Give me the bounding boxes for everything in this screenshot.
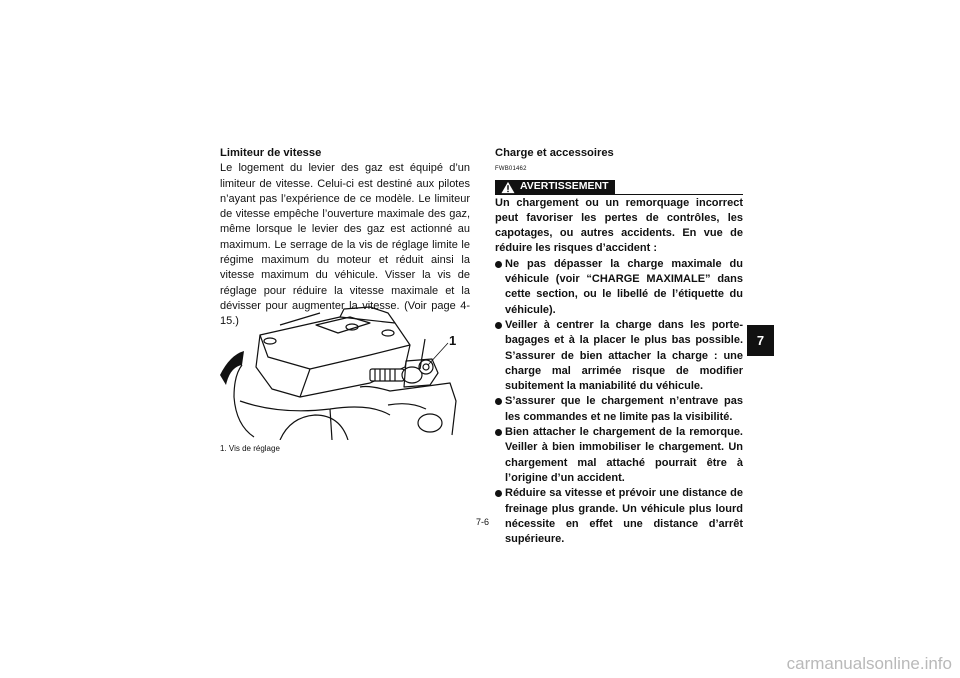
warning-label: AVERTISSEMENT	[520, 180, 609, 193]
warning-bullet-list	[495, 257, 743, 548]
section-heading-speed-limiter: Limiteur de vitesse	[220, 147, 322, 159]
chapter-tab: 7	[747, 325, 774, 356]
throttle-housing-illustration	[220, 305, 470, 440]
page-number: 7-6	[476, 517, 490, 527]
bullet-icon	[495, 261, 502, 268]
list-item: Réduire sa vitesse et prévoir une distance de freinage plus grande. Un véhicule plus lourd nécessite en effet une distance d’arrêt supérieure.	[495, 486, 743, 547]
left-column	[220, 146, 470, 330]
bullet-icon	[495, 322, 502, 329]
list-item: Veiller à centrer la charge dans les porte-bagages et à la placer le plus bas possible. S’assurer de bien attacher la charge : une charge mal arrimée risque de modifier subitement la maniabilité du véhicule.	[495, 318, 743, 394]
speed-limiter-paragraph: Le logement du levier des gaz est équipé d’un limiteur de vitesse. Celui-ci est destiné aux pilotes n’ayant pas l’expérience de ce modèle. Le limiteur de vitesse empêche l’ouverture maximale des gaz, même lorsque le levier des gaz est actionné au maximum. Le serrage de la vis de réglage limite le régime maximum du moteur et réduit ainsi la vitesse maximum du véhicule. Visser la vis de réglage pour réduire la vitesse maximale et la dévisser pour augmenter la vitesse. (Voir page 4-15.)	[220, 162, 470, 328]
reference-code: FWB01462	[495, 166, 527, 173]
list-item: S’assurer que le chargement n’entrave pas les commandes et ne limite pas la visibilité.	[495, 394, 743, 425]
bullet-icon	[495, 490, 502, 497]
section-heading-load: Charge et accessoires	[495, 147, 614, 159]
list-item: Ne pas dépasser la charge maximale du véhicule (voir “CHARGE MAXIMALE” dans cette section, ou le libellé de l’étiquette du véhicule).	[495, 257, 743, 318]
warning-intro: Un chargement ou un remorquage incorrect peut favoriser les pertes de contrôles, les capotages, ou autres accidents. En vue de réduire les risques d’accident :	[495, 196, 743, 255]
warning-badge	[495, 180, 615, 195]
right-column	[495, 146, 743, 547]
warning-rule	[615, 194, 743, 195]
warning-triangle-icon	[500, 181, 516, 194]
bullet-icon	[495, 398, 502, 405]
figure-callout-1: 1	[449, 333, 457, 348]
figure-caption: 1. Vis de réglage	[220, 444, 280, 453]
list-item: Bien attacher le chargement de la remorque. Veiller à bien immobiliser le chargement. Un chargement mal attaché pourrait être à l’origine d’un accident.	[495, 425, 743, 486]
bullet-icon	[495, 429, 502, 436]
watermark: carmanualsonline.info	[786, 654, 952, 673]
warning-header	[495, 180, 743, 196]
